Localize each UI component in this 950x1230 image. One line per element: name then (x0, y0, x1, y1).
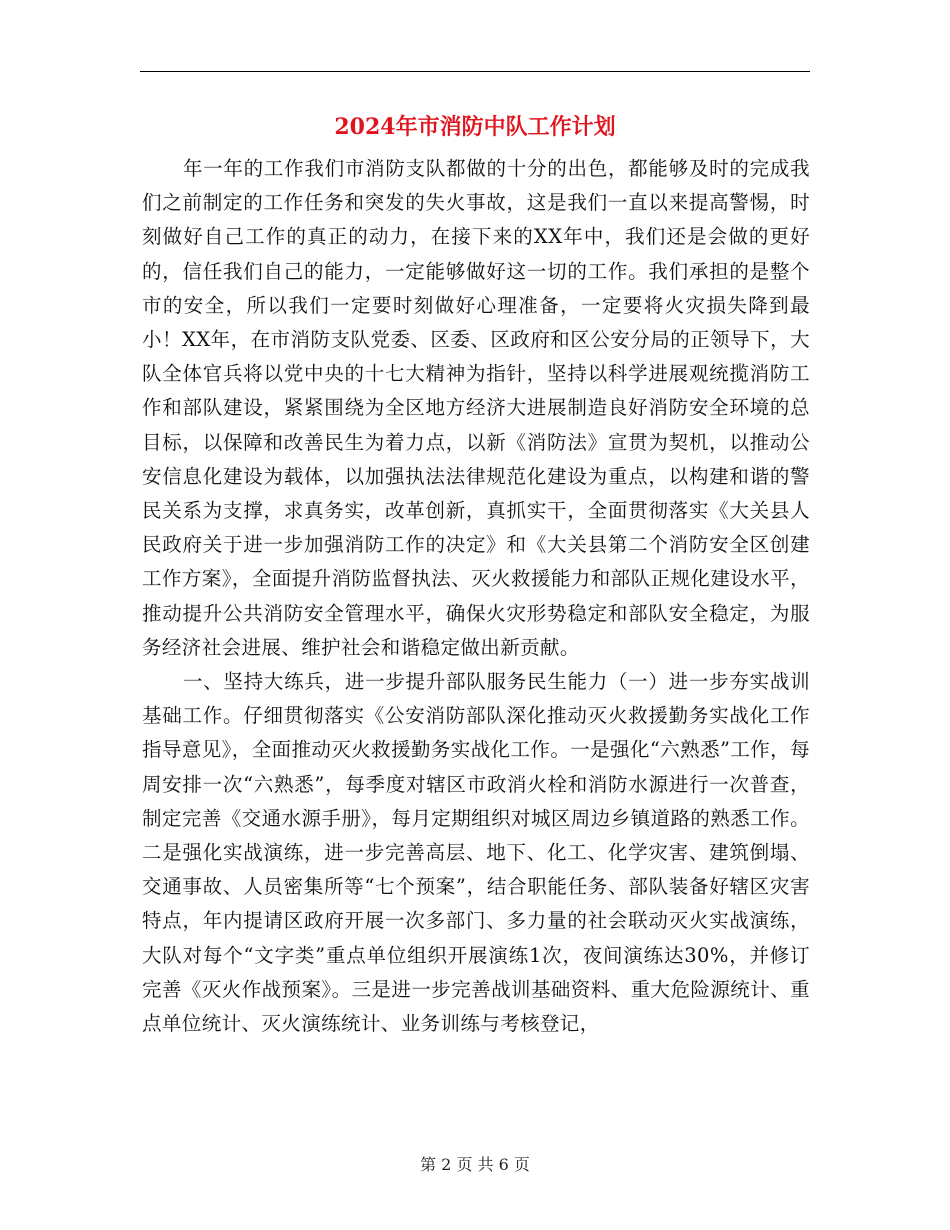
body-paragraph-1: 年一年的工作我们市消防支队都做的十分的出色，都能够及时的完成我们之前制定的工作任务和突发的失火事故，这是我们一直以来提高警惕，时刻做好自己工作的真正的动力，在接下来的XX年中，我们还是会做的更好的，信任我们自己的能力，一定能够做好这一切的工作。我们承担的是整个市的安全，所以我们一定要时刻做好心理准备，一定要将火灾损失降到最小！XX年，在市消防支队党委、区委、区政府和区公安分局的正领导下，大队全体官兵将以党中央的十七大精神为指针，坚持以科学进展观统揽消防工作和部队建设，紧紧围绕为全区地方经济大进展制造良好消防安全环境的总目标，以保障和改善民生为着力点，以新《消防法》宣贯为契机，以推动公安信息化建设为载体，以加强执法法律规范化建设为重点，以构建和谐的警民关系为支撑，求真务实，改革创新，真抓实干，全面贯彻落实《大关县人民政府关于进一步加强消防工作的决定》和《大关县第二个消防安全区创建工作方案》，全面提升消防监督执法、灭火救援能力和部队正规化建设水平，推动提升公共消防安全管理水平，确保火灾形势稳定和部队安全稳定，为服务经济社会进展、维护社会和谐稳定做出新贡献。 (142, 157, 810, 659)
document-body (142, 152, 810, 1041)
header-rule (140, 71, 810, 72)
document-title: 2024年市消防中队工作计划 (334, 114, 616, 140)
body-paragraph-2: 一、坚持大练兵，进一步提升部队服务民生能力（一）进一步夯实战训基础工作。仔细贯彻落实《公安消防部队深化推动灭火救援勤务实战化工作指导意见》，全面推动灭火救援勤务实战化工作。一是强化“六熟悉”工作，每周安排一次“六熟悉”，每季度对辖区市政消火栓和消防水源进行一次普查，制定完善《交通水源手册》，每月定期组织对城区周边乡镇道路的熟悉工作。二是强化实战演练，进一步完善高层、地下、化工、化学灾害、建筑倒塌、交通事故、人员密集所等“七个预案”，结合职能任务、部队装备好辖区灾害特点，年内提请区政府开展一次多部门、多力量的社会联动灭火实战演练，大队对每个“文字类”重点单位组织开展演练1次，夜间演练达30%，并修订完善《灭火作战预案》。三是进一步完善战训基础资料、重大危险源统计、重点单位统计、灭火演练统计、业务训练与考核登记， (142, 670, 810, 1036)
page-number: 第 2 页 共 6 页 (420, 1155, 530, 1174)
